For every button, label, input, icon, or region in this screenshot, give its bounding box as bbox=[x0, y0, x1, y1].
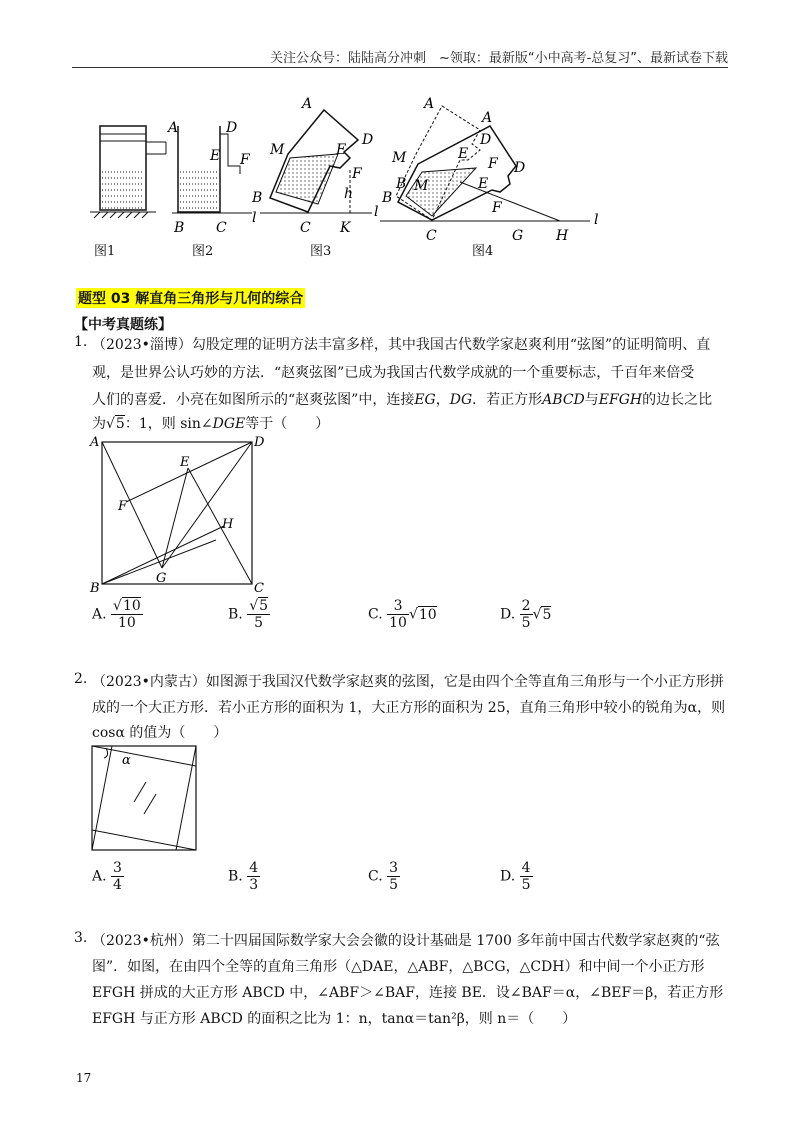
q3-line2: 图”．如图，在由四个全等的直角三角形（△DAE，△ABF，△BCG，△CDH）和中间一个小正方形 bbox=[92, 959, 705, 975]
svg-text:l: l bbox=[252, 210, 257, 226]
svg-text:B: B bbox=[252, 190, 263, 206]
figure-4 bbox=[380, 96, 598, 244]
svg-text:B: B bbox=[382, 190, 393, 206]
section-title: 题型 03 解直角三角形与几何的综合 bbox=[76, 288, 305, 308]
svg-text:E: E bbox=[458, 146, 469, 162]
q3-line4: EFGH 与正方形 ABCD 的面积之比为 1：n，tanα＝tan²β，则 n＝（ ） bbox=[92, 1011, 577, 1027]
svg-text:C: C bbox=[216, 220, 227, 236]
svg-text:C: C bbox=[300, 220, 311, 236]
svg-text:E: E bbox=[336, 142, 347, 158]
q1-option-b[interactable]: B. $\frac{√5}{5}$ bbox=[228, 598, 269, 631]
page-header: 关注公众号：陆陆高分冲刺 ~领取：最新版“小中高考-总复习”、最新试卷下载 bbox=[269, 51, 728, 66]
q2-option-a[interactable]: A. $\frac{3}{4}$ bbox=[92, 860, 122, 893]
fig4-caption: 图4 bbox=[472, 244, 494, 259]
q2-number: 2. bbox=[74, 671, 88, 687]
svg-text:K: K bbox=[340, 220, 351, 236]
svg-text:A: A bbox=[90, 435, 100, 450]
svg-text:D: D bbox=[514, 160, 526, 176]
svg-text:F: F bbox=[352, 166, 362, 182]
figure-3 bbox=[251, 96, 378, 236]
q3-number: 3. bbox=[74, 930, 88, 946]
q1-line1: （2023•淄博）勾股定理的证明方法丰富多样，其中我国古代数学家赵爽利用“弦图”的证明简明、直 bbox=[92, 337, 711, 353]
q1-line4: 为√5：1，则 sin∠DGE等于（ ） bbox=[92, 416, 330, 432]
svg-text:F: F bbox=[118, 499, 128, 514]
svg-text:B: B bbox=[174, 220, 185, 236]
svg-text:C: C bbox=[426, 228, 437, 244]
svg-text:G: G bbox=[156, 571, 167, 586]
fig1-caption: 图1 bbox=[94, 244, 116, 259]
svg-text:G: G bbox=[512, 228, 524, 244]
header-divider bbox=[72, 67, 728, 68]
subsection-title: 【中考真题练】 bbox=[74, 317, 172, 333]
svg-text:l: l bbox=[374, 204, 379, 220]
q3-line1: （2023•杭州）第二十四届国际数学家大会会徽的设计基础是 1700 多年前中国古代数学家赵爽的“弦 bbox=[92, 933, 720, 949]
svg-text:B: B bbox=[396, 176, 407, 192]
figure-2 bbox=[166, 120, 256, 236]
q3-line3: EFGH 拼成的大正方形 ABCD 中，∠ABF＞∠BAF，连接 BE．设∠BAF＝α，∠BEF＝β，若正方形 bbox=[92, 985, 724, 1001]
q1-number: 1. bbox=[74, 334, 88, 350]
svg-text:D: D bbox=[480, 132, 492, 148]
q2-line3: cosα 的值为（ ） bbox=[92, 725, 228, 741]
q1-option-c[interactable]: C. $\frac{3}{10}$ √10 bbox=[368, 598, 437, 631]
svg-text:C: C bbox=[254, 581, 264, 596]
svg-text:F: F bbox=[492, 200, 502, 216]
q1-option-d[interactable]: D. $\frac{2}{5}$ √5 bbox=[500, 598, 552, 631]
q2-figure bbox=[88, 740, 200, 854]
q2-option-c[interactable]: C. $\frac{3}{5}$ bbox=[368, 860, 399, 893]
q2-option-b[interactable]: B. $\frac{4}{3}$ bbox=[228, 860, 259, 893]
svg-text:A: A bbox=[424, 96, 435, 112]
figures-1-4 bbox=[80, 92, 620, 262]
svg-text:H: H bbox=[556, 228, 569, 244]
svg-text:H: H bbox=[222, 517, 234, 532]
q2-line2: 成的一个大正方形．若小正方形的面积为 1，大正方形的面积为 25，直角三角形中较小的锐角为α，则 bbox=[92, 700, 726, 716]
svg-text:M: M bbox=[270, 142, 285, 158]
fig3-caption: 图3 bbox=[310, 244, 332, 259]
svg-text:E: E bbox=[180, 455, 190, 470]
svg-text:M: M bbox=[414, 178, 429, 194]
svg-text:D: D bbox=[226, 120, 238, 136]
svg-text:B: B bbox=[90, 581, 100, 596]
svg-text:α: α bbox=[122, 753, 131, 768]
svg-text:l: l bbox=[594, 212, 599, 228]
svg-text:D: D bbox=[362, 132, 374, 148]
svg-text:A: A bbox=[302, 96, 313, 112]
svg-text:E: E bbox=[478, 176, 489, 192]
q1-figure bbox=[86, 430, 266, 596]
svg-text:A: A bbox=[168, 120, 179, 136]
svg-text:h: h bbox=[344, 186, 354, 202]
svg-text:F: F bbox=[488, 156, 498, 172]
fig2-caption: 图2 bbox=[192, 244, 214, 259]
q2-option-d[interactable]: D. $\frac{4}{5}$ bbox=[500, 860, 531, 893]
q1-line3: 人们的喜爱．小亮在如图所示的“赵爽弦图”中，连接EG，DG．若正方形ABCD与EFGH的边长之比 bbox=[92, 392, 713, 408]
q1-option-a[interactable]: A. $\frac{√10}{10}$ bbox=[92, 598, 141, 631]
q1-line2: 观，是世界公认巧妙的方法．“赵爽弦图”已成为我国古代数学成就的一个重要标志，千百年来倍受 bbox=[92, 365, 695, 381]
svg-text:A: A bbox=[482, 110, 493, 126]
page-number: 17 bbox=[76, 1071, 92, 1085]
svg-text:D: D bbox=[254, 435, 265, 450]
svg-text:M: M bbox=[392, 150, 407, 166]
q2-line1: （2023•内蒙古）如图源于我国汉代数学家赵爽的弦图，它是由四个全等直角三角形与一个小正方形拼 bbox=[92, 674, 724, 690]
svg-text:E: E bbox=[210, 148, 221, 164]
figure-1 bbox=[90, 126, 166, 218]
svg-text:F: F bbox=[240, 152, 250, 168]
